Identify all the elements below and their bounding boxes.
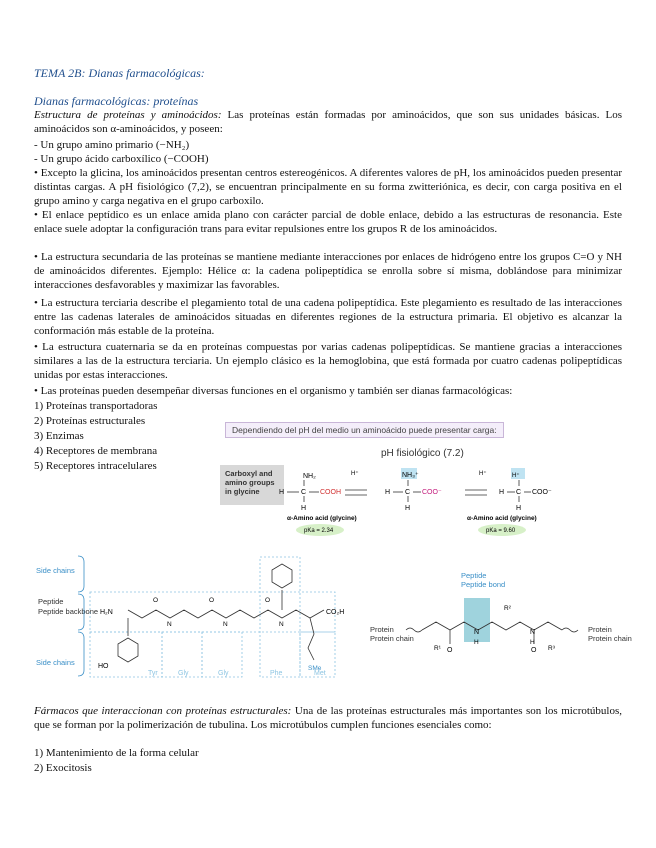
- peptide-bond-diagram: [368, 568, 633, 668]
- carboxyl-group-label: COOH: [320, 489, 341, 496]
- bullet-paragraph: • Las proteínas pueden desempeñar diversas funciones en el organismo y también ser dianas farmacológicas:: [34, 385, 513, 397]
- function-item: 2) Proteínas estructurales: [34, 415, 146, 427]
- nitrogen-label: N: [530, 629, 536, 636]
- r2-label: R²: [504, 605, 511, 612]
- section-title: Dianas farmacológicas: proteínas: [34, 94, 199, 108]
- drugs-lead: Fármacos que interaccionan con proteínas estructurales:: [34, 705, 292, 717]
- bracket: [78, 556, 84, 592]
- proton-label: H⁺: [512, 473, 520, 479]
- proton-label: H⁺: [351, 471, 359, 477]
- oxygen-label: O: [531, 647, 537, 654]
- hydrogen-label: H: [474, 639, 479, 646]
- n-terminus-label: H₂N: [100, 609, 113, 616]
- bullet-paragraph: • La estructura secundaria de las proteínas se mantiene mediante interacciones por enlaces de hidrógeno entre los grupos C=O y NH de aminoácidos diferentes. Ejemplo: Hélice α: la cadena polipeptídica se enrolla sobre sí misma, doblándose para minimizar interacciones desfavorables y maximizar las favorables.: [34, 251, 622, 291]
- protein-chain-left-line1: Protein: [370, 625, 394, 634]
- bullet-paragraph: • La estructura terciaria describe el plegamiento total de una cadena polipeptídica. Este plegamiento es resultado de las interacciones entre las cadenas laterales de aminoácidos situadas en diferentes regiones de la estructura primaria. El objetivo es alcanzar la conformación más estable de la proteína.: [34, 297, 622, 337]
- nitrogen-label: N: [474, 629, 480, 636]
- atom-h: H: [301, 505, 307, 512]
- protein-chain-right-line1: Protein: [588, 625, 612, 634]
- methionine-chain: [308, 618, 314, 660]
- function-item: 5) Receptores intracelulares: [34, 460, 157, 472]
- atom-c: C: [516, 489, 522, 496]
- atom-c: C: [405, 489, 411, 496]
- function-item: 4) Receptores de membrana: [34, 445, 158, 457]
- intro-lead: Estructura de proteínas y aminoácidos:: [34, 109, 222, 121]
- proton-label: H⁺: [479, 471, 487, 477]
- atom-h: H: [279, 489, 285, 496]
- drugs-paragraph: [34, 704, 622, 732]
- ammonium-group-label: NH₃⁺: [402, 472, 419, 479]
- intro-paragraph: [34, 108, 622, 136]
- backbone-chain: [422, 622, 562, 630]
- bracket: [78, 632, 84, 676]
- group-item: - Un grupo ácido carboxílico (−COOH): [34, 153, 209, 165]
- nitrogen-label: N: [279, 621, 284, 628]
- peptide-backbone-label: Peptide backbone: [38, 607, 99, 616]
- hydroxyl-label: HO: [98, 663, 109, 670]
- drugs-text: Una de las proteínas estructurales más importantes son los microtúbulos, que se forman por la polimerización de tubulina. Los microtúbulos cumplen funciones esenciales como:: [34, 705, 622, 731]
- atom-h: H: [516, 505, 522, 512]
- methylthio-label: SMe: [308, 665, 322, 672]
- residue-label: Tyr: [148, 670, 158, 677]
- document-title: TEMA 2B: Dianas farmacológicas:: [34, 66, 205, 80]
- bullet-paragraph: • Excepto la glicina, los aminoácidos presentan centros estereogénicos. A diferentes valores de pH, los aminoácidos pueden presentar distintas cargas. A pH fisiológico (7,2), se encuentran principalmente en su forma zwitteriónica, es decir, con carga positiva en el grupo amino y carga negativa en el grupo carboxilo.: [34, 167, 622, 207]
- side-chains-top-label: Side chains: [36, 566, 75, 575]
- protein-chain-right: Protein chain: [588, 634, 632, 643]
- peptide-bond-label: Peptide bond: [461, 580, 506, 589]
- tyrosine-ring: [118, 638, 138, 662]
- atom-h: H: [385, 489, 391, 496]
- intro-text: Las proteínas están formadas por aminoácidos, que son sus unidades básicas. Los aminoácidos son α-aminoácidos, y poseen:: [34, 109, 622, 135]
- drug-function-item: 2) Exocitosis: [34, 762, 92, 774]
- c-terminus-label: CO₂H: [326, 609, 345, 616]
- figure-caption: Dependiendo del pH del medio un aminoácido puede presentar carga:: [225, 422, 504, 438]
- ph-label: pH fisiológico (7.2): [381, 448, 464, 459]
- amino-acid-label: α-Amino acid (glycine): [287, 515, 357, 522]
- glycine-groups-label: Carboxyl and amino groups in glycine: [220, 465, 284, 505]
- nitrogen-label: N: [223, 621, 228, 628]
- peptide-backbone-label-line1: Peptide: [38, 597, 64, 606]
- residue-label: Gly: [218, 670, 229, 677]
- oxygen-label: O: [447, 647, 453, 654]
- r1-label: R¹: [434, 645, 441, 652]
- atom-h: H: [405, 505, 411, 512]
- atom-c: C: [301, 489, 307, 496]
- side-chains-bottom-label: Side chains: [36, 658, 75, 667]
- r3-label: R³: [548, 645, 555, 652]
- glycine-ph-figure: [217, 420, 557, 545]
- glycine-structures-diagram: [217, 420, 557, 545]
- amino-group-label: NH₂: [303, 473, 316, 480]
- oxygen-label: O: [153, 597, 159, 604]
- group-item: - Un grupo amino primario (−NH₂): [34, 139, 190, 151]
- nitrogen-label: N: [167, 621, 172, 628]
- function-item: 1) Proteínas transportadoras: [34, 400, 158, 412]
- wavy-bond: [562, 628, 578, 632]
- pka-label: pKa = 2.34: [304, 528, 334, 534]
- pka-label: pKa = 9.60: [486, 528, 516, 534]
- amino-acid-label: α-Amino acid (glycine): [467, 515, 537, 522]
- carboxylate-group-label: COO⁻: [422, 489, 442, 496]
- peptide-sidechain-diagram: [30, 552, 360, 682]
- residue-label: Met: [314, 670, 326, 677]
- atom-h: H: [499, 489, 505, 496]
- carboxylate-group-label: COO⁻: [532, 489, 552, 496]
- residue-label: Gly: [178, 670, 189, 677]
- peptide-bond-label-line1: Peptide: [461, 571, 487, 580]
- bullet-paragraph: • El enlace peptídico es un enlace amida plano con carácter parcial de doble enlace, debido a las estructuras de resonancia. Este enlace suele adoptar la configuración trans para evitar repulsiones entre los grupos R de los aminoácidos.: [34, 209, 622, 235]
- function-item: 3) Enzimas: [34, 430, 84, 442]
- phenylalanine-ring: [272, 564, 292, 588]
- backbone-chain: [128, 610, 324, 618]
- drug-function-item: 1) Mantenimiento de la forma celular: [34, 747, 199, 759]
- bullet-paragraph: • La estructura cuaternaria se da en proteínas compuestas por varias cadenas polipeptídicas. Se mantiene gracias a interacciones similares a las de la estructura terciaria. Un ejemplo clásico es la hemoglobina, que está formada por cuatro cadenas polipeptídicas unidas por estas interacciones.: [34, 341, 622, 381]
- hydrogen-label: H: [530, 639, 535, 646]
- wavy-bond: [406, 628, 422, 632]
- protein-chain-left: Protein chain: [370, 634, 414, 643]
- residue-label: Phe: [270, 670, 283, 677]
- oxygen-label: O: [209, 597, 215, 604]
- oxygen-label: O: [265, 597, 271, 604]
